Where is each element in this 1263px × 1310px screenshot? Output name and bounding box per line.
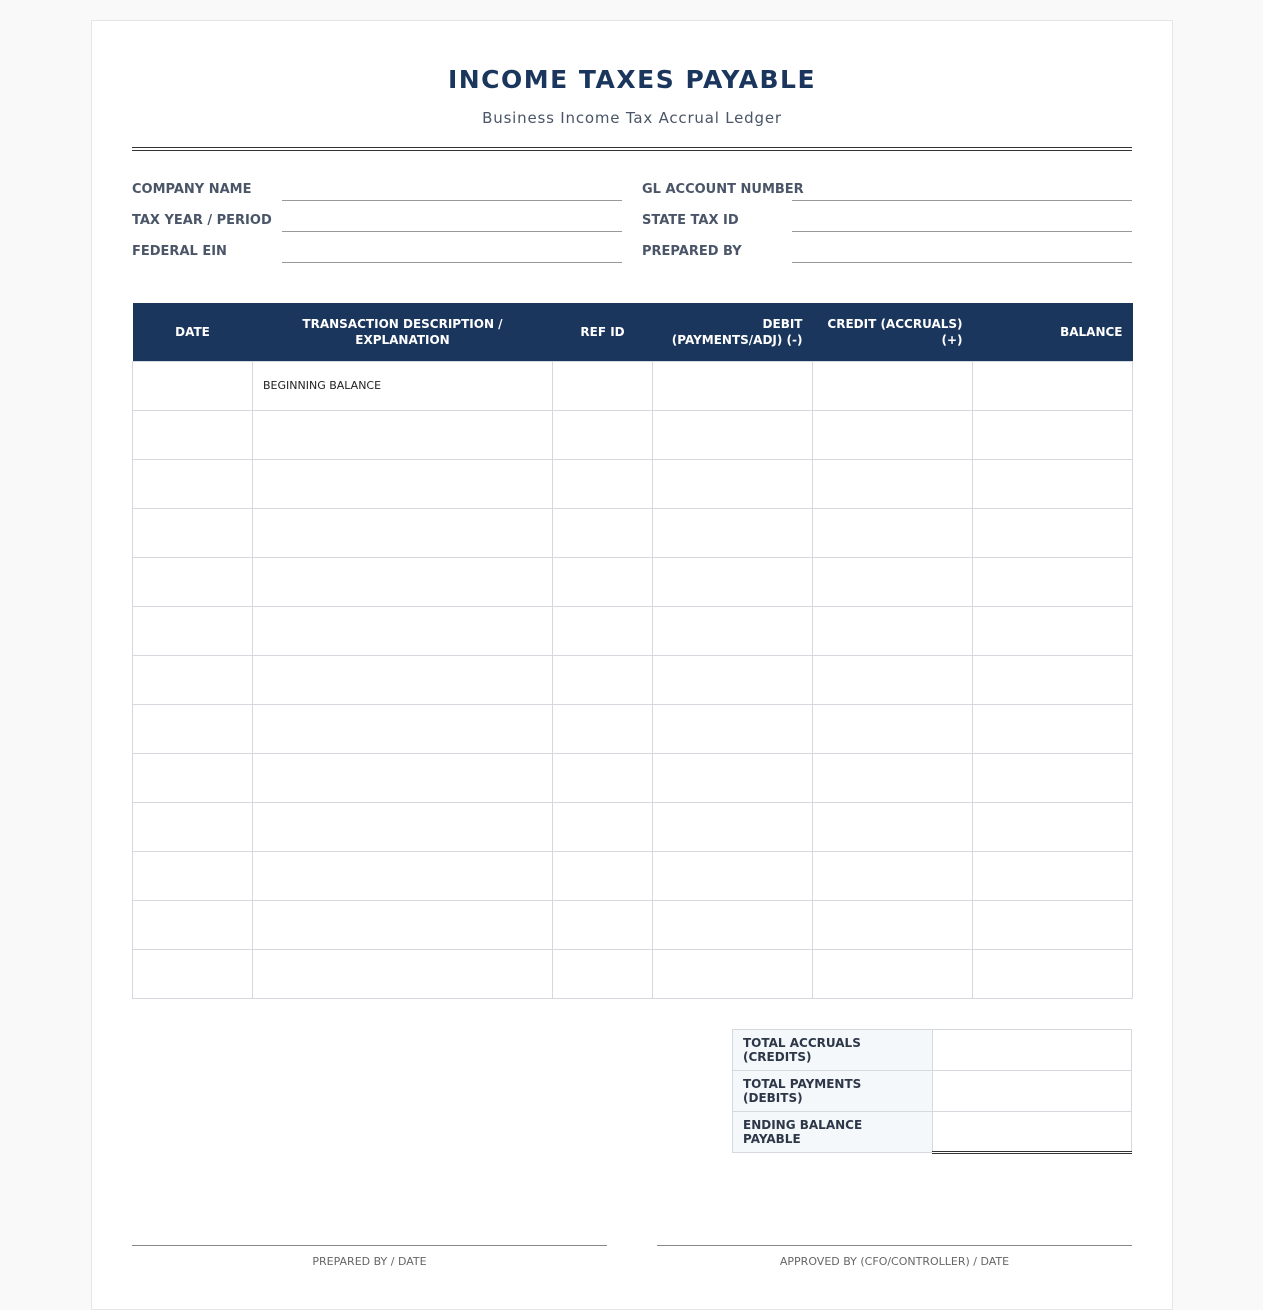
total-accruals-value[interactable] bbox=[933, 1030, 1132, 1071]
table-cell[interactable] bbox=[973, 410, 1133, 459]
state-tax-id-line[interactable] bbox=[792, 212, 1132, 232]
table-cell[interactable] bbox=[813, 361, 973, 410]
table-cell[interactable] bbox=[653, 900, 813, 949]
table-cell[interactable] bbox=[653, 410, 813, 459]
column-header: CREDIT (ACCRUALS) (+) bbox=[813, 303, 973, 361]
table-cell[interactable] bbox=[653, 949, 813, 998]
table-row bbox=[133, 655, 1133, 704]
table-cell[interactable] bbox=[253, 851, 553, 900]
ending-balance-value[interactable] bbox=[933, 1112, 1132, 1153]
gl-account-line[interactable] bbox=[792, 181, 1132, 201]
table-row bbox=[133, 557, 1133, 606]
table-cell[interactable] bbox=[973, 753, 1133, 802]
table-cell[interactable] bbox=[653, 655, 813, 704]
field-label: GL ACCOUNT NUMBER bbox=[642, 182, 804, 197]
table-row bbox=[133, 851, 1133, 900]
table-row bbox=[133, 508, 1133, 557]
field-label: PREPARED BY bbox=[642, 244, 742, 259]
table-row bbox=[133, 802, 1133, 851]
table-cell[interactable] bbox=[553, 704, 653, 753]
table-cell[interactable] bbox=[813, 900, 973, 949]
table-row bbox=[133, 949, 1133, 998]
table-cell[interactable] bbox=[253, 557, 553, 606]
table-cell[interactable] bbox=[553, 410, 653, 459]
table-row bbox=[133, 459, 1133, 508]
table-cell[interactable] bbox=[973, 606, 1133, 655]
table-cell[interactable] bbox=[253, 508, 553, 557]
table-cell[interactable] bbox=[813, 459, 973, 508]
field-prepared-by bbox=[642, 243, 1132, 263]
field-state-tax-id bbox=[642, 212, 1132, 232]
table-cell[interactable] bbox=[553, 557, 653, 606]
column-header: REF ID bbox=[553, 303, 653, 361]
table-cell[interactable] bbox=[133, 655, 253, 704]
table-cell[interactable] bbox=[653, 851, 813, 900]
table-cell[interactable] bbox=[813, 802, 973, 851]
column-header: DEBIT (PAYMENTS/ADJ) (-) bbox=[653, 303, 813, 361]
total-payments-label: TOTAL PAYMENTS (DEBITS) bbox=[733, 1071, 933, 1112]
field-gl-account bbox=[642, 181, 1132, 201]
table-cell[interactable] bbox=[133, 900, 253, 949]
table-cell[interactable] bbox=[973, 900, 1133, 949]
table-cell[interactable] bbox=[813, 851, 973, 900]
table-cell[interactable] bbox=[133, 949, 253, 998]
signature-approved[interactable]: APPROVED BY (CFO/CONTROLLER) / DATE bbox=[657, 1245, 1132, 1268]
table-cell[interactable] bbox=[553, 655, 653, 704]
totals-table bbox=[732, 1029, 1132, 1154]
column-header: TRANSACTION DESCRIPTION / EXPLANATION bbox=[253, 303, 553, 361]
table-cell[interactable] bbox=[253, 802, 553, 851]
table-row bbox=[133, 704, 1133, 753]
table-cell[interactable] bbox=[973, 655, 1133, 704]
table-cell[interactable] bbox=[133, 802, 253, 851]
table-cell[interactable] bbox=[133, 508, 253, 557]
field-label: STATE TAX ID bbox=[642, 213, 739, 228]
table-row bbox=[133, 606, 1133, 655]
table-cell[interactable] bbox=[973, 557, 1133, 606]
table-cell[interactable] bbox=[813, 606, 973, 655]
table-cell[interactable]: BEGINNING BALANCE bbox=[253, 361, 553, 410]
table-cell[interactable] bbox=[973, 802, 1133, 851]
table-cell[interactable] bbox=[813, 753, 973, 802]
table-cell[interactable] bbox=[813, 410, 973, 459]
table-cell[interactable] bbox=[553, 851, 653, 900]
header-divider bbox=[132, 147, 1132, 151]
table-cell[interactable] bbox=[133, 753, 253, 802]
table-cell[interactable] bbox=[253, 459, 553, 508]
table-cell[interactable] bbox=[253, 753, 553, 802]
ledger-header-row bbox=[133, 303, 1133, 361]
federal-ein-line[interactable] bbox=[282, 243, 622, 263]
table-cell[interactable] bbox=[653, 508, 813, 557]
table-cell[interactable] bbox=[653, 704, 813, 753]
table-cell[interactable] bbox=[813, 704, 973, 753]
table-cell[interactable] bbox=[813, 655, 973, 704]
table-row bbox=[133, 753, 1133, 802]
total-accruals-label: TOTAL ACCRUALS (CREDITS) bbox=[733, 1030, 933, 1071]
table-row bbox=[133, 900, 1133, 949]
totals-row bbox=[733, 1112, 1132, 1153]
table-cell[interactable] bbox=[133, 361, 253, 410]
column-header: DATE bbox=[133, 303, 253, 361]
table-cell[interactable] bbox=[653, 557, 813, 606]
table-cell[interactable] bbox=[653, 802, 813, 851]
table-cell[interactable] bbox=[553, 508, 653, 557]
table-cell[interactable] bbox=[253, 410, 553, 459]
table-cell[interactable] bbox=[973, 459, 1133, 508]
signature-prepared[interactable]: PREPARED BY / DATE bbox=[132, 1245, 607, 1268]
ledger-table bbox=[132, 303, 1133, 999]
field-label: TAX YEAR / PERIOD bbox=[132, 213, 272, 228]
table-cell[interactable] bbox=[973, 949, 1133, 998]
table-cell[interactable] bbox=[653, 606, 813, 655]
table-cell[interactable] bbox=[553, 753, 653, 802]
table-cell[interactable] bbox=[253, 900, 553, 949]
table-cell[interactable] bbox=[133, 704, 253, 753]
table-row bbox=[133, 410, 1133, 459]
prepared-by-line[interactable] bbox=[792, 243, 1132, 263]
table-cell[interactable] bbox=[253, 704, 553, 753]
totals-row bbox=[733, 1030, 1132, 1071]
ledger-body bbox=[133, 361, 1133, 998]
table-cell[interactable] bbox=[133, 606, 253, 655]
table-cell[interactable] bbox=[133, 410, 253, 459]
table-cell[interactable] bbox=[253, 655, 553, 704]
field-company-name bbox=[132, 181, 622, 201]
table-cell[interactable] bbox=[133, 851, 253, 900]
column-header: BALANCE bbox=[973, 303, 1133, 361]
table-row bbox=[133, 361, 1133, 410]
table-cell[interactable] bbox=[553, 802, 653, 851]
table-cell[interactable] bbox=[553, 900, 653, 949]
field-tax-year bbox=[132, 212, 622, 232]
table-cell[interactable] bbox=[813, 949, 973, 998]
field-label: COMPANY NAME bbox=[132, 182, 252, 197]
page-subtitle: Business Income Tax Accrual Ledger bbox=[482, 109, 782, 127]
table-cell[interactable] bbox=[653, 753, 813, 802]
total-payments-value[interactable] bbox=[933, 1071, 1132, 1112]
page-title: INCOME TAXES PAYABLE bbox=[447, 65, 817, 94]
table-cell[interactable] bbox=[253, 949, 553, 998]
table-cell[interactable] bbox=[653, 361, 813, 410]
totals-row bbox=[733, 1071, 1132, 1112]
document-page bbox=[91, 20, 1173, 1310]
field-label: FEDERAL EIN bbox=[132, 244, 227, 259]
table-cell[interactable] bbox=[553, 949, 653, 998]
table-cell[interactable] bbox=[133, 557, 253, 606]
table-cell[interactable] bbox=[973, 361, 1133, 410]
ending-balance-label: ENDING BALANCE PAYABLE bbox=[733, 1112, 933, 1153]
table-cell[interactable] bbox=[973, 508, 1133, 557]
table-cell[interactable] bbox=[813, 508, 973, 557]
tax-year-line[interactable] bbox=[282, 212, 622, 232]
table-cell[interactable] bbox=[253, 606, 553, 655]
table-cell[interactable] bbox=[553, 361, 653, 410]
table-cell[interactable] bbox=[813, 557, 973, 606]
table-cell[interactable] bbox=[553, 459, 653, 508]
field-federal-ein bbox=[132, 243, 622, 263]
table-cell[interactable] bbox=[973, 704, 1133, 753]
table-cell[interactable] bbox=[973, 851, 1133, 900]
table-cell[interactable] bbox=[133, 459, 253, 508]
table-cell[interactable] bbox=[653, 459, 813, 508]
table-cell[interactable] bbox=[553, 606, 653, 655]
company-name-line[interactable] bbox=[282, 181, 622, 201]
